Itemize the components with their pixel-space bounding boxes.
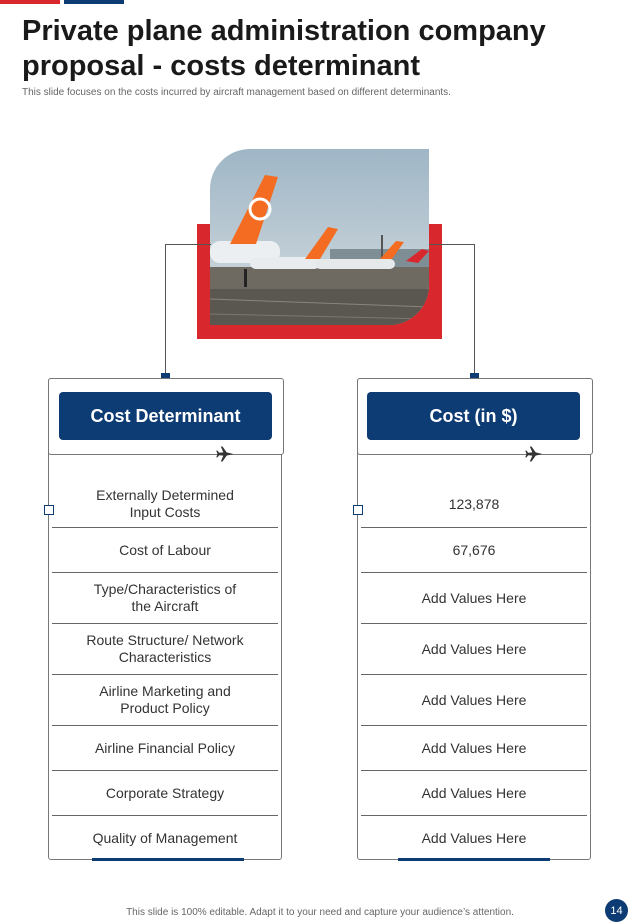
cost-row: Add Values Here	[421, 589, 527, 606]
cost-determinant-header: Cost Determinant	[59, 392, 272, 440]
cost-row: Add Values Here	[421, 640, 527, 657]
connector-right	[429, 244, 475, 377]
determinant-row: Type/Characteristics of the Aircraft	[93, 581, 237, 614]
cost-row: Add Values Here	[421, 739, 527, 756]
airport-planes-photo	[210, 149, 429, 325]
panel-end-bar-right	[398, 858, 550, 861]
connector-left	[165, 244, 211, 377]
determinant-row: Airline Marketing and Product Policy	[99, 683, 231, 716]
footer-note: This slide is 100% editable. Adapt it to your need and capture your audience’s attention.	[126, 907, 514, 918]
top-accent-red	[0, 0, 60, 4]
cost-row: Add Values Here	[421, 784, 527, 801]
determinant-row: Airline Financial Policy	[94, 739, 236, 756]
page-title: Private plane administration company proposal - costs determinant	[22, 15, 546, 82]
page-subtitle: This slide focuses on the costs incurred by aircraft management based on different determinants.	[22, 87, 451, 98]
determinant-row: Externally Determined Input Costs	[96, 487, 234, 520]
airplane-icon	[524, 444, 544, 464]
determinant-row: Quality of Management	[92, 829, 238, 846]
determinant-row: Corporate Strategy	[105, 784, 225, 801]
airplane-icon	[215, 444, 235, 464]
determinant-row: Cost of Labour	[119, 541, 211, 558]
cost-row: Add Values Here	[421, 691, 527, 708]
cost-row: 67,676	[452, 541, 496, 558]
cost-row: 123,878	[448, 495, 500, 512]
page-number-badge: 14	[605, 899, 628, 922]
determinant-row: Route Structure/ Network Characteristics	[86, 632, 244, 665]
top-accent-blue	[64, 0, 124, 4]
cost-value-header: Cost (in $)	[367, 392, 580, 440]
panel-end-bar-left	[92, 858, 244, 861]
cost-row: Add Values Here	[421, 829, 527, 846]
